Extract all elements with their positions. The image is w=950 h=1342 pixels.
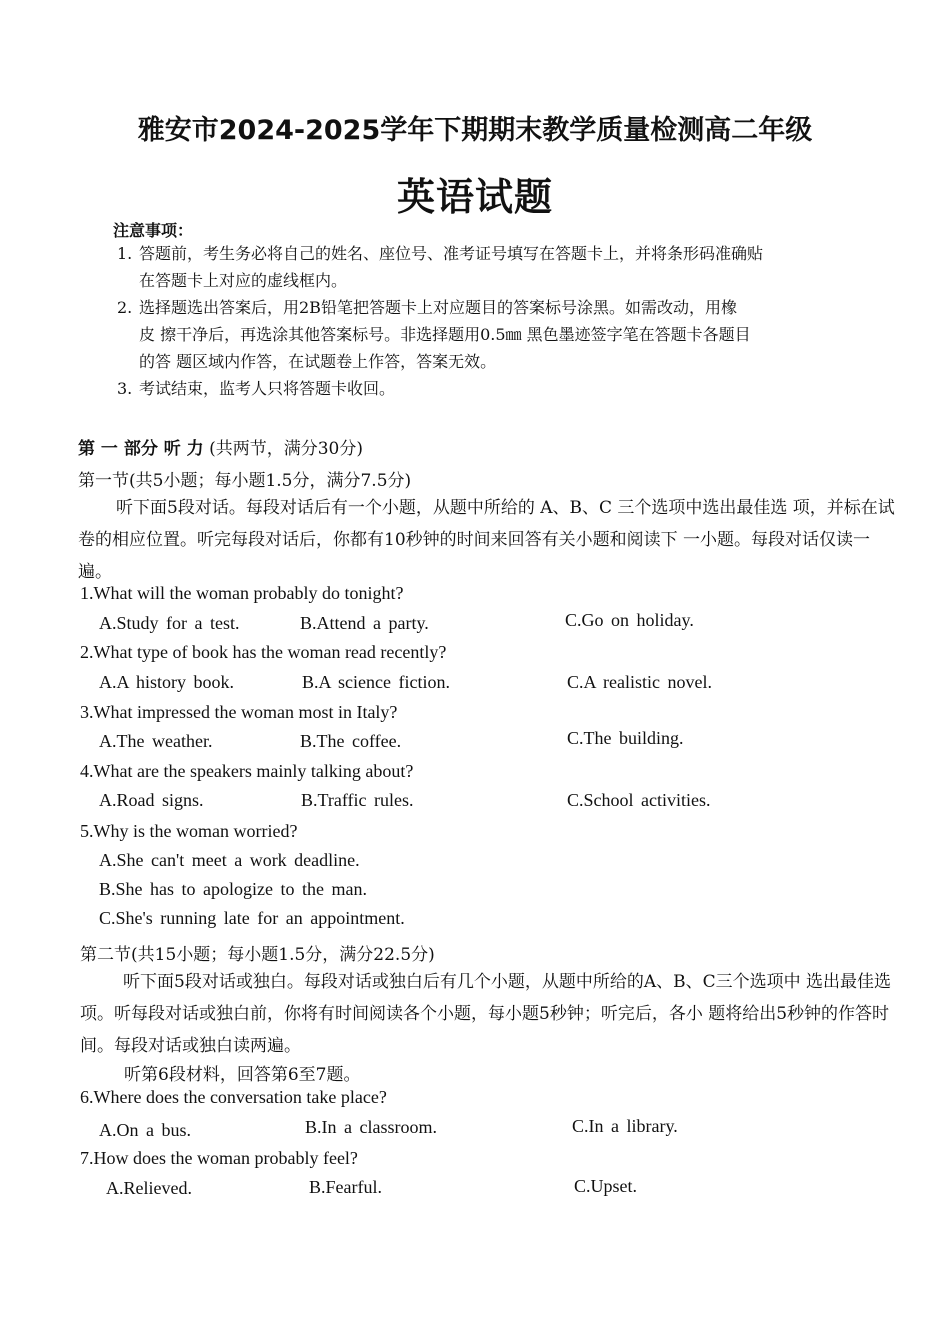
option-4c: C.School activities.: [567, 790, 711, 810]
option-4b: B.Traffic rules.: [301, 790, 414, 810]
note-item-1: [117, 240, 897, 294]
option-7a: A.Relieved.: [106, 1178, 192, 1198]
question-5: 5.Why is the woman worried?: [80, 821, 298, 841]
note-text: 在答题卡上对应的虚线框内。: [139, 271, 348, 290]
option-5a: A.She can't meet a work deadline.: [99, 850, 360, 870]
section2-heading: 第二节(共15小题；每小题1.5分，满分22.5分): [80, 945, 435, 965]
option-2b: B.A science fiction.: [302, 672, 450, 692]
option-1b: B.Attend a party.: [300, 613, 429, 633]
question-7: 7.How does the woman probably feel?: [80, 1148, 358, 1168]
option-3c: C.The building.: [567, 728, 684, 748]
question-6: 6.Where does the conversation take place?: [80, 1087, 387, 1107]
note-text: 的答 题区域内作答，在试题卷上作答，答案无效。: [139, 352, 497, 371]
option-5b: B.She has to apologize to the man.: [99, 879, 367, 899]
part1-heading: 第 一 部分 听 力: [78, 439, 204, 459]
question-2: 2.What type of book has the woman read recently?: [80, 642, 447, 662]
option-7b: B.Fearful.: [309, 1177, 382, 1197]
note-item-2: [117, 294, 897, 375]
option-3a: A.The weather.: [99, 731, 213, 751]
option-2c: C.A realistic novel.: [567, 672, 712, 692]
note-number: 2.: [117, 298, 133, 317]
note-text: 答题前，考生务必将自己的姓名、座位号、准考证号填写在答题卡上，并将条形码准确贴: [139, 244, 764, 263]
option-1c: C.Go on holiday.: [565, 610, 694, 630]
question-1: 1.What will the woman probably do tonight?: [80, 583, 404, 603]
note-text: 考试结束，监考人只将答题卡收回。: [139, 379, 396, 398]
question-4: 4.What are the speakers mainly talking about?: [80, 761, 414, 781]
option-6b: B.In a classroom.: [305, 1117, 437, 1137]
note-text: 皮 擦干净后，再选涂其他答案标号。非选择题用0.5㎜ 黑色墨迹签字笔在答题卡各题目: [139, 325, 751, 344]
section2-instructions: 听下面5段对话或独白。每段对话或独白后有几个小题，从题中所给的A、B、C三个选项中 选出最佳选项。听每段对话或独白前，你将有时间阅读各个小题，每小题5秒钟；听完后，各小 题将给出5秒钟的作答时间。每段对话或独白读两遍。: [80, 972, 891, 1056]
option-5c: C.She's running late for an appointment.: [99, 908, 405, 928]
note-text: 选择题选出答案后，用2B铅笔把答题卡上对应题目的答案标号涂黑。如需改动，用橡: [139, 298, 737, 317]
option-6a: A.On a bus.: [99, 1120, 191, 1140]
material-note: 听第6段材料，回答第6至7题。: [124, 1065, 361, 1085]
option-7c: C.Upset.: [574, 1176, 637, 1196]
part1-heading-row: [78, 434, 363, 459]
exam-title: 雅安市2024-2025学年下期期末教学质量检测高二年级: [137, 115, 813, 146]
note-number: 1.: [117, 244, 133, 263]
option-6c: C.In a library.: [572, 1116, 678, 1136]
note-item-3: [117, 375, 897, 402]
note-number: 3.: [117, 379, 133, 398]
option-1a: A.Study for a test.: [99, 613, 240, 633]
exam-subtitle: 英语试题: [396, 175, 553, 219]
section1-instructions: 听下面5段对话。每段对话后有一个小题，从题中所给的 A、B、C 三个选项中选出最佳选 项，并标在试卷的相应位置。听完每段对话后，你都有10秒钟的时间来回答有关小题和阅读下 一小题。每段对话仅读一遍。: [78, 498, 895, 582]
part1-heading-note: (共两节，满分30分): [209, 439, 363, 459]
option-4a: A.Road signs.: [99, 790, 204, 810]
question-3: 3.What impressed the woman most in Italy?: [80, 702, 398, 722]
notes-heading: 注意事项：: [113, 221, 194, 240]
option-2a: A.A history book.: [99, 672, 235, 692]
option-3b: B.The coffee.: [300, 731, 402, 751]
section1-heading: 第一节(共5小题；每小题1.5分，满分7.5分): [78, 471, 412, 491]
